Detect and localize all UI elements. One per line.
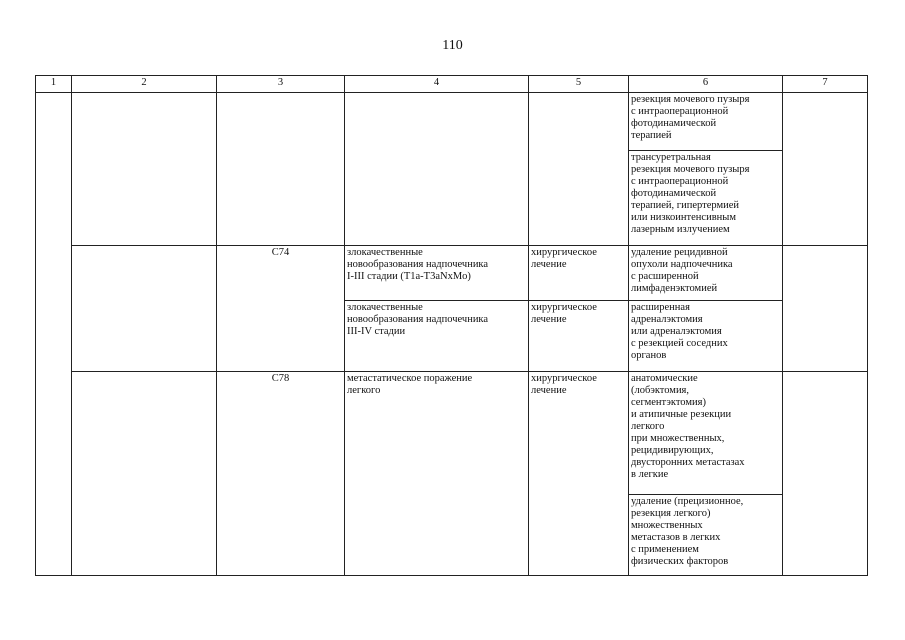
diagnosis-cell: метастатическое поражение легкого (345, 372, 529, 576)
col-2-cell (72, 93, 217, 246)
table-row (36, 93, 868, 151)
code-cell: С74 (217, 246, 345, 372)
method-cell: удаление рецидивной опухоли надпочечника с расширенной лимфаденэктомией (629, 246, 783, 301)
diagnosis-cell: злокачественные новообразования надпочечника I-III стадии (T1a-T3aNxMo) (345, 246, 529, 301)
method-cell: трансуретральная резекция мочевого пузыря с интраоперационной фотодинамической терапией, гипертермией или низкоинтенсивным лазерным излучением (629, 151, 783, 246)
treatment-cell (529, 93, 629, 246)
header-col-1: 1 (36, 76, 72, 93)
header-col-5: 5 (529, 76, 629, 93)
diagnosis-cell (345, 93, 529, 246)
col-2-cell (72, 372, 217, 576)
method-cell: резекция мочевого пузыря с интраоперационной фотодинамической терапией (629, 93, 783, 151)
table-row (36, 372, 868, 495)
col-7-cell (783, 372, 868, 576)
header-col-3: 3 (217, 76, 345, 93)
col-2-cell (72, 246, 217, 372)
method-cell: анатомические (лобэктомия, сегментэктомия) и атипичные резекции легкого при множественных, рецидивирующих, двусторонних метастазах в легкие (629, 372, 783, 495)
code-cell (217, 93, 345, 246)
header-col-6: 6 (629, 76, 783, 93)
header-col-2: 2 (72, 76, 217, 93)
header-col-7: 7 (783, 76, 868, 93)
treatment-cell: хирургическое лечение (529, 246, 629, 301)
treatment-cell: хирургическое лечение (529, 301, 629, 372)
method-cell: удаление (прецизионное, резекция легкого) множественных метастазов в легких с применением физических факторов (629, 495, 783, 576)
code-cell: С78 (217, 372, 345, 576)
table-row (36, 246, 868, 301)
col-7-cell (783, 93, 868, 246)
page-number: 110 (442, 38, 463, 53)
col-7-cell (783, 246, 868, 372)
treatment-table (35, 75, 868, 576)
diagnosis-cell: злокачественные новообразования надпочечника III-IV стадии (345, 301, 529, 372)
header-col-4: 4 (345, 76, 529, 93)
header-row (36, 76, 868, 93)
treatment-cell: хирургическое лечение (529, 372, 629, 576)
col-1-cell (36, 93, 72, 576)
method-cell: расширенная адреналэктомия или адреналэктомия с резекцией соседних органов (629, 301, 783, 372)
